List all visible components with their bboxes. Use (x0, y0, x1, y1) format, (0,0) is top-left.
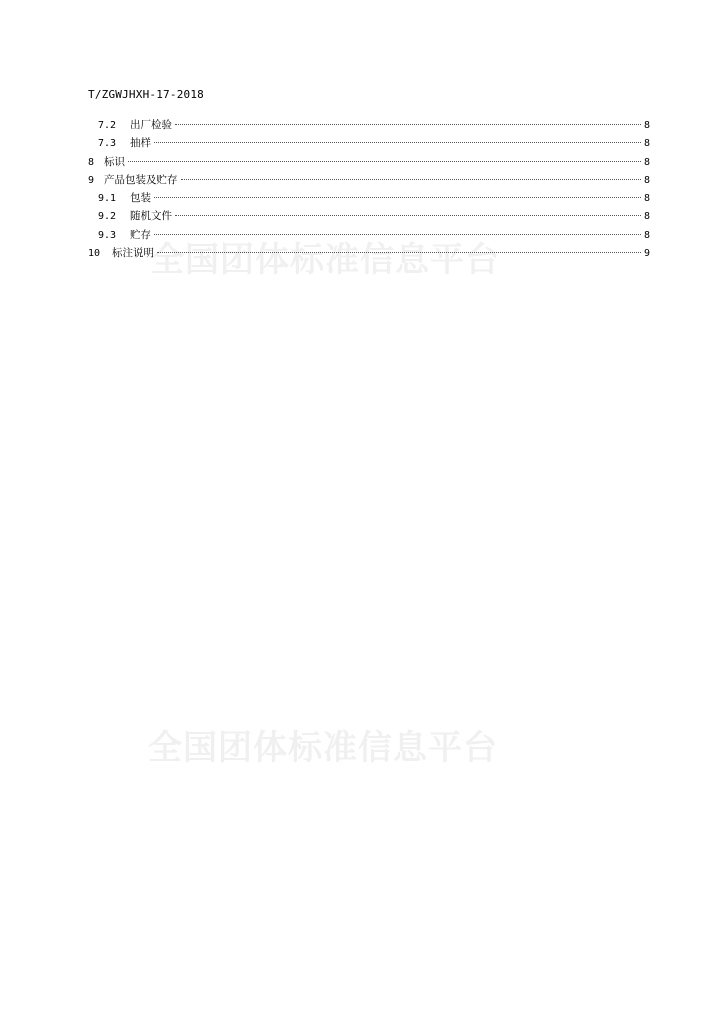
toc-entry-number: 8 (88, 156, 95, 168)
toc-entry-title: 出厂检验 (130, 119, 172, 131)
toc-entry-page: 8 (643, 174, 650, 186)
toc-leader-dots (175, 124, 641, 125)
toc-entry-page: 8 (643, 211, 650, 223)
watermark-middle: 全国团体标准信息平台 (148, 728, 498, 768)
toc-leader-dots (181, 179, 642, 180)
toc-leader-dots (128, 161, 641, 162)
toc-entry-number: 9 (88, 174, 95, 186)
toc-entry-page: 8 (643, 120, 650, 131)
toc-entry-9[interactable] (88, 171, 650, 189)
toc-entry-9-2[interactable] (88, 207, 650, 225)
toc-entry-page: 8 (643, 156, 650, 168)
toc-entry-page: 8 (643, 229, 650, 241)
standard-code-header: T/ZGWJHXH-17-2018 (88, 88, 204, 101)
table-of-contents (88, 116, 650, 262)
toc-entry-title: 标注说明 (112, 247, 154, 260)
toc-entry-title: 标识 (104, 155, 125, 168)
toc-entry-10[interactable] (88, 244, 650, 262)
toc-entry-title: 随机文件 (130, 210, 172, 223)
toc-leader-dots (175, 215, 641, 216)
toc-leader-dots (154, 197, 641, 198)
toc-entry-number: 9.3 (98, 229, 117, 241)
toc-entry-number: 9.1 (98, 193, 117, 205)
toc-entry-page: 9 (643, 248, 650, 260)
toc-entry-page: 8 (643, 138, 650, 150)
toc-entry-number: 9.2 (98, 211, 117, 223)
toc-entry-title: 产品包装及贮存 (104, 173, 178, 186)
toc-entry-9-3[interactable] (88, 226, 650, 244)
toc-entry-number: 10 (88, 248, 101, 260)
toc-entry-page: 8 (643, 193, 650, 205)
toc-entry-number: 7.2 (98, 120, 117, 131)
toc-leader-dots (157, 252, 641, 253)
toc-entry-title: 抽样 (130, 137, 151, 150)
toc-entry-number: 7.3 (98, 138, 117, 150)
toc-leader-dots (154, 234, 641, 235)
toc-entry-7-2[interactable] (88, 116, 650, 134)
toc-entry-title: 贮存 (130, 228, 151, 241)
toc-entry-8[interactable] (88, 153, 650, 171)
toc-entry-9-1[interactable] (88, 189, 650, 207)
toc-entry-title: 包装 (130, 192, 151, 205)
toc-entry-7-3[interactable] (88, 134, 650, 152)
toc-leader-dots (154, 142, 641, 143)
watermark-top: 全国团体标准信息平台 (150, 240, 500, 280)
